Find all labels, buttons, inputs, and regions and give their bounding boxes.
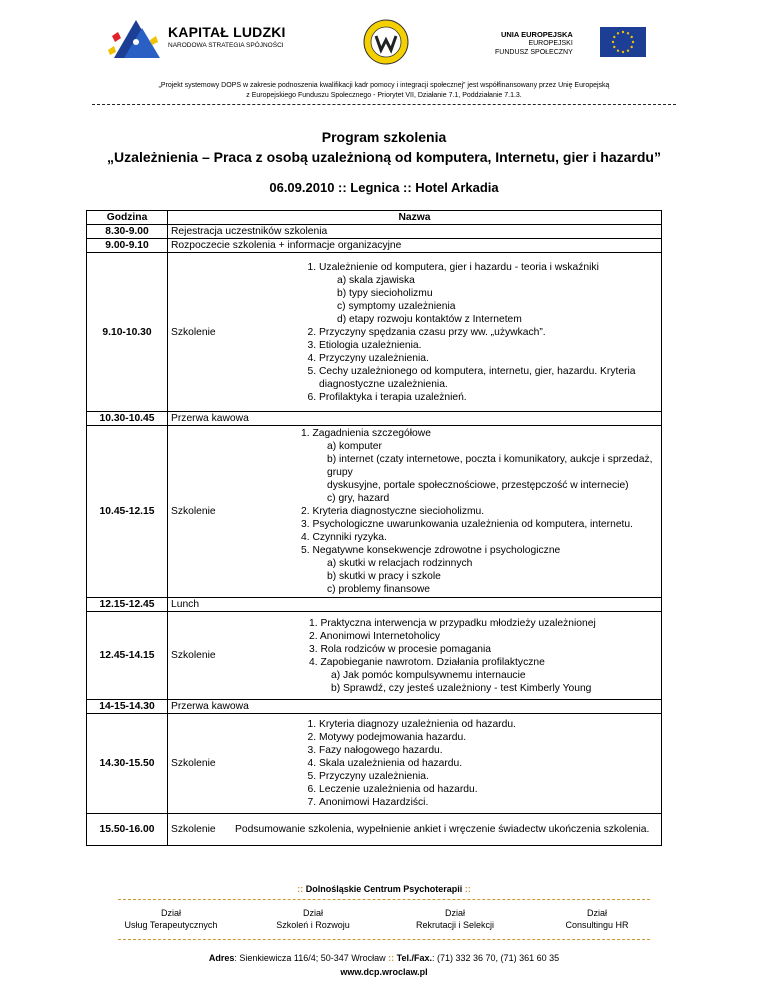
department-item: Dział Szkoleń i Rozwoju [276,908,350,930]
row-time: 14.30-15.50 [87,714,168,814]
list-item: 4. Skala uzależnienia od hazardu. [319,757,658,770]
list-item: a) skala zjawiska [337,274,415,286]
list-item: a) skutki w relacjach rodzinnych [327,558,473,569]
list-item: c) gry, hazard [327,493,390,504]
eu-flag-icon [600,27,646,57]
project-note-line1: „Projekt systemowy DOPS w zakresie podnoszenia kwalifikacji kadr pomocy i integracji społecznej” jest współfinansowany przez Unię Europejską [158,82,610,89]
departments [100,907,668,931]
row-desc [232,253,662,412]
row-kind: Szkolenie [168,253,233,412]
list-item: 5. Cechy uzależnionego od komputera, internetu, gier, hazardu. Kryteria diagnostyczne uzależnienia. [319,365,658,391]
row-time: 8.30-9.00 [87,225,168,239]
list-item: 5. Negatywne konsekwencje zdrowotne i psychologiczne [301,545,561,556]
list-item: b) internet (czaty internetowe, poczta i komunikatory, aukcje i sprzedaż, grupy [327,454,653,478]
title-line2: „Uzależnienia – Praca z osobą uzależnioną od komputera, Internetu, gier i hazardu” [107,149,661,165]
row-text: Rejestracja uczestników szkolenia [168,225,662,239]
row-text: Rozpoczecie szkolenia + informacje organizacyjne [168,239,662,253]
website-link[interactable]: www.dcp.wroclaw.pl [340,967,428,977]
table-row [87,598,662,612]
department-item: Dział Rekrutacji i Selekcji [415,908,495,930]
list-item: 6. Profilaktyka i terapia uzależnień. [319,391,658,404]
table-row [87,700,662,714]
row-text: Przerwa kawowa [168,412,662,426]
eu-line3: FUNDUSZ SPOŁECZNY [495,49,573,56]
list-item: 2. Anonimowi Internetoholicy [309,630,441,642]
header-name: Nazwa [168,211,662,225]
list-item: 1. Kryteria diagnozy uzależnienia od hazardu. [319,718,658,731]
footer-divider [118,899,650,900]
table-row [87,253,662,412]
list-item: dyskusyjne, portale społecznościowe, przestępczość w internecie) [327,480,629,491]
table-row [87,412,662,426]
list-item: 3. Fazy nałogowego hazardu. [319,744,658,757]
row-kind: Szkolenie [168,714,233,814]
list-item: 1. Praktyczna interwencja w przypadku młodzieży uzależnionej [309,617,596,629]
seal-logo-icon [362,18,410,66]
kl-subtitle: NARODOWA STRATEGIA SPÓJNOŚCI [168,42,284,49]
list-item: b) typy siecioholizmu [337,287,433,299]
list-item: 6. Leczenie uzależnienia od hazardu. [319,783,658,796]
list-item: c) problemy finansowe [327,584,431,595]
footer-address: Adres: Sienkiewicza 116/4; 50-347 Wrocław :: Tel./Fax.: (71) 332 36 70, (71) 361 60 35 www.dcp.wroclaw.pl [0,951,768,979]
list-item: 7. Anonimowi Hazardziści. [319,796,658,809]
project-note [60,81,708,101]
row-time: 12.15-12.45 [87,598,168,612]
table-row [87,714,662,814]
row-desc: Podsumowanie szkolenia, wypełnienie ankiet i wręczenie świadectw ukończenia szkolenia. [232,814,662,846]
list-item: 3. Etiologia uzależnienia. [319,339,658,352]
title-line1: Program szkolenia [321,129,447,145]
row-kind: Szkolenie [168,426,233,598]
topic-list [235,261,658,404]
footer-center-name: :: Dolnośląskie Centrum Psychoterapii :: [297,884,471,894]
date-location: 06.09.2010 :: Legnica :: Hotel Arkadia [269,180,499,195]
row-time: 15.50-16.00 [87,814,168,846]
list-item: 3. Psychologiczne uwarunkowania uzależnienia od komputera, internetu. [301,519,633,530]
row-kind: Szkolenie [168,612,233,700]
list-item: 2. Przyczyny spędzania czasu przy ww. „używkach”. [319,326,658,339]
list-item: a) Jak pomóc kompulsywnemu internaucie [331,669,526,681]
department-item: Dział Usług Terapeutycznych [124,908,218,930]
row-time: 10.30-10.45 [87,412,168,426]
row-time: 9.00-9.10 [87,239,168,253]
row-desc [232,714,662,814]
table-row [87,426,662,598]
row-time: 14-15-14.30 [87,700,168,714]
list-item: 3. Rola rodziców w procesie pomagania [309,643,492,655]
row-text: Lunch [168,598,662,612]
table-header-row [87,211,662,225]
row-time: 10.45-12.15 [87,426,168,598]
kl-title: KAPITAŁ LUDZKI [168,24,286,40]
list-item: 2. Motywy podejmowania hazardu. [319,731,658,744]
row-text: Przerwa kawowa [168,700,662,714]
list-item: 4. Przyczyny uzależnienia. [319,352,658,365]
row-kind: Szkolenie [168,814,233,846]
logo-bar [0,0,768,72]
row-time: 9.10-10.30 [87,253,168,412]
schedule-table [86,210,662,846]
eu-line2: EUROPEJSKI [528,40,573,47]
topic-list [235,718,658,809]
table-row [87,814,662,846]
eu-label [495,30,573,57]
header-time: Godzina [87,211,168,225]
document-title [0,127,768,167]
list-item: 4. Czynniki ryzyka. [301,532,387,543]
list-item: b) skutki w pracy i szkole [327,571,441,582]
table-row [87,612,662,700]
list-item: 1. Uzależnienie od komputera, gier i hazardu - teoria i wskaźniki a) skala zjawiska b) typy siecioholizmu c) symptomy uzależnienia d) etapy rozwoju kontaktów z Internetem [319,261,658,326]
eu-line1: UNIA EUROPEJSKA [500,30,573,39]
project-note-line2: z Europejskiego Funduszu Społecznego - Priorytet VII, Działanie 7.1, Poddziałanie 7.1.3. [246,92,522,99]
list-item: b) Sprawdź, czy jesteś uzależniony - test Kimberly Young [331,682,592,694]
list-item: 1. Zagadnienia szczegółowe [301,428,431,439]
row-desc [232,612,662,700]
kapital-ludzki-logo-icon [106,14,166,64]
list-item: 5. Przyczyny uzależnienia. [319,770,658,783]
header-divider [92,104,676,105]
list-item: a) komputer [327,441,382,452]
department-item: Dział Consultingu HR [565,908,629,930]
row-time: 12.45-14.15 [87,612,168,700]
table-row [87,225,662,239]
footer-divider [118,939,650,940]
list-item: 2. Kryteria diagnostyczne siecioholizmu. [301,506,485,517]
table-row [87,239,662,253]
list-item: 4. Zapobieganie nawrotom. Działania profilaktyczne [309,656,545,668]
row-desc [232,426,662,598]
list-item: c) symptomy uzależnienia [337,300,456,312]
list-item: d) etapy rozwoju kontaktów z Internetem [337,313,522,325]
